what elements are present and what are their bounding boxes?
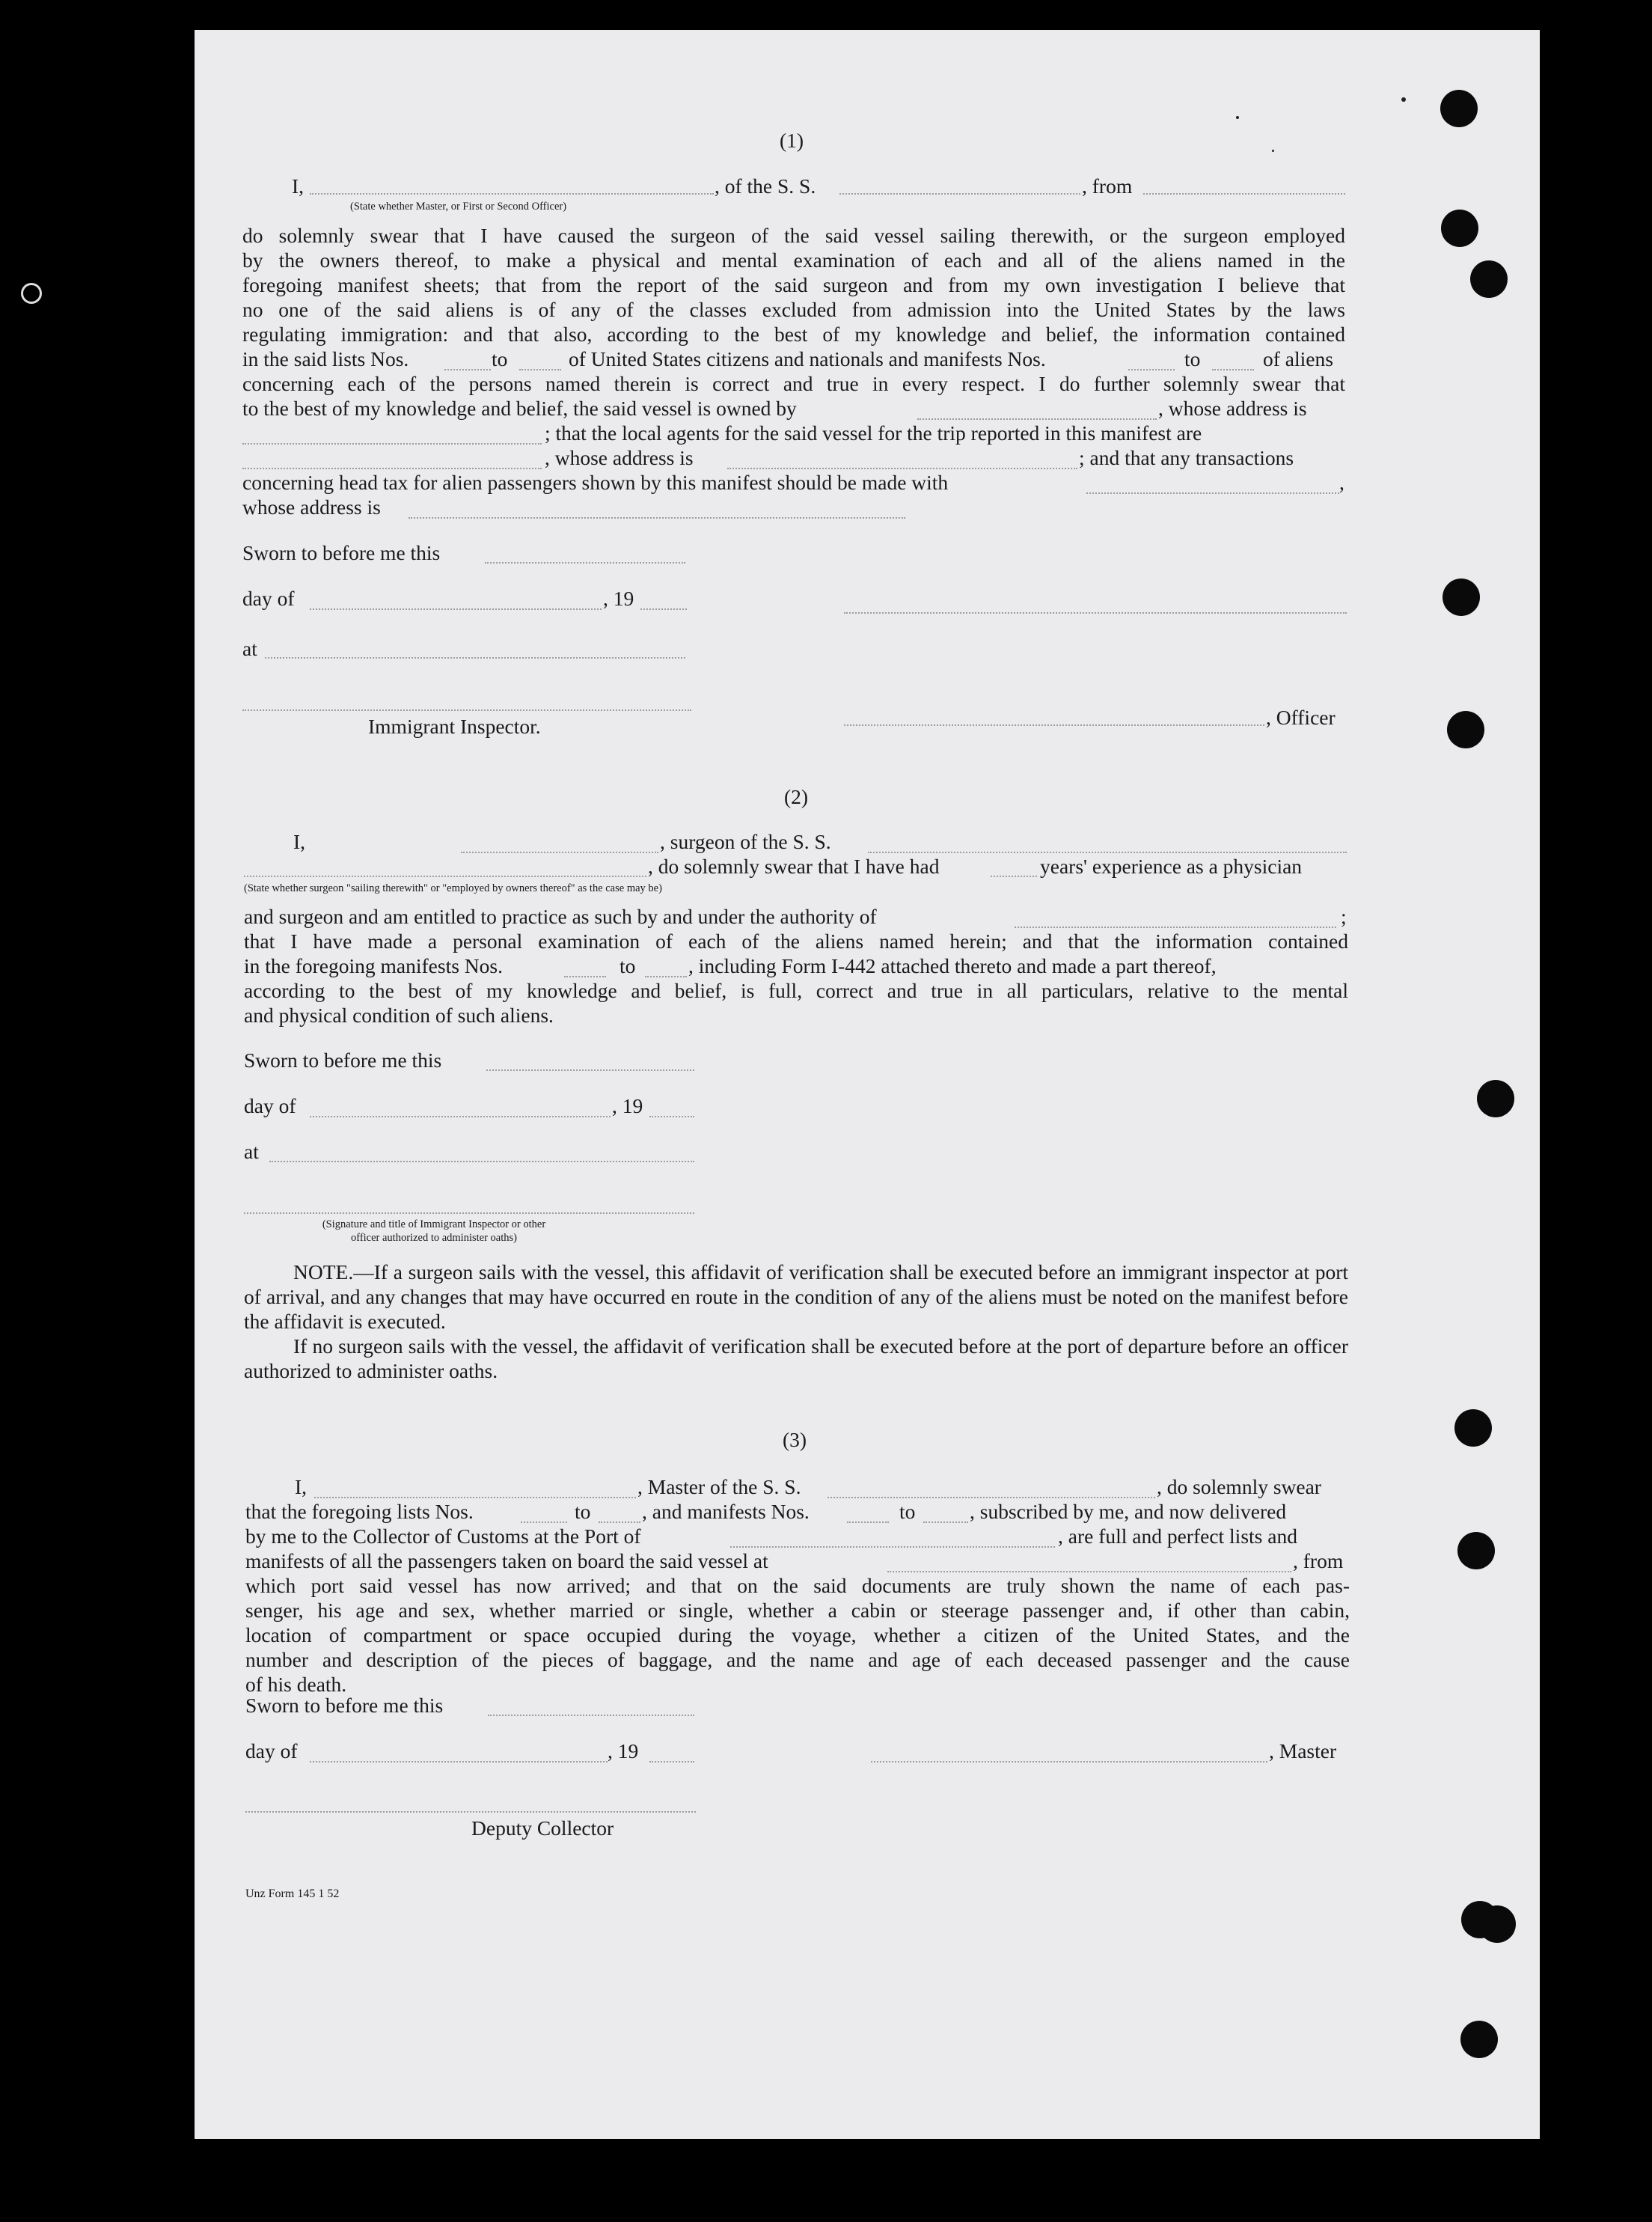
sworn-day-field[interactable]: [488, 1715, 694, 1716]
to-label: to: [1184, 347, 1201, 370]
section-1-line: concerning each of the persons named therein is correct and true in every respect. I do further solemnly swear that: [242, 372, 1345, 395]
binder-hole: [1447, 711, 1484, 748]
speck: [21, 283, 42, 304]
surgeon-ship-field[interactable]: [868, 852, 1347, 853]
ship-name-field[interactable]: [839, 193, 1080, 195]
manifests-from-field[interactable]: [564, 976, 606, 977]
section-1-line: by the owners thereof, to make a physical and mental examination of each and all of the aliens named in the: [242, 248, 1345, 272]
section-2-line: and physical condition of such aliens.: [244, 1004, 554, 1027]
year-field[interactable]: [649, 1116, 694, 1117]
binder-hole: [1441, 210, 1478, 247]
section-3-line: number and description of the pieces of baggage, and the name and age of each deceased passenger and the cause: [245, 1648, 1350, 1671]
day-of-label: day of: [244, 1094, 296, 1117]
manifests-to-field[interactable]: [1212, 369, 1254, 370]
month-field[interactable]: [310, 1116, 611, 1117]
from-label: , from: [1293, 1549, 1344, 1572]
experience-label: , do solemnly swear that I have had: [648, 855, 940, 878]
signature-line[interactable]: [244, 1212, 694, 1214]
officer-name-line[interactable]: [844, 724, 1264, 726]
speck: [1236, 116, 1239, 119]
declarant-label: I,: [295, 1475, 308, 1498]
year-label: , 19: [608, 1739, 639, 1762]
ship-name-field[interactable]: [827, 1497, 1155, 1498]
month-field[interactable]: [310, 1761, 608, 1762]
owner-address-field[interactable]: [242, 443, 542, 445]
binder-hole: [1477, 1080, 1514, 1117]
year-label: , 19: [612, 1094, 643, 1117]
from-port-field[interactable]: [1143, 193, 1345, 195]
agents-address-label: , whose address is: [545, 446, 694, 469]
binder-hole: [1460, 2021, 1498, 2058]
section-1-line: foregoing manifest sheets; that from the report of the said surgeon and from my own investigation I believe that: [242, 273, 1345, 296]
manifests-from-field[interactable]: [847, 1521, 889, 1523]
surgeon-status-note: (State whether surgeon "sailing therewith" or "employed by owners thereof" as the case may be): [244, 882, 662, 894]
manifests-label: , and manifests Nos.: [642, 1500, 810, 1523]
master-label: , Master: [1269, 1739, 1337, 1762]
subscribed-label: , subscribed by me, and now delivered: [970, 1500, 1287, 1523]
master-name-field[interactable]: [314, 1497, 636, 1498]
declarant-label: I,: [293, 830, 306, 853]
whose-address-label: whose address is: [242, 495, 381, 519]
binder-hole: [1478, 1905, 1516, 1943]
section-3-line: senger, his age and sex, whether married or single, whether a cabin or steerage passenger and, if other than cabin,: [245, 1599, 1350, 1622]
section-1-line: do solemnly swear that I have caused the surgeon of the said vessel sailing therewith, or the surgeon employed: [242, 224, 1345, 247]
manifests-to-field[interactable]: [923, 1521, 968, 1523]
surgeon-name-field[interactable]: [461, 852, 658, 853]
of-aliens-label: of aliens: [1263, 347, 1333, 370]
note-paragraph: If no surgeon sails with the vessel, the affidavit of verification shall be executed before at the port of departure before an officer authorized to administer oaths.: [244, 1334, 1348, 1382]
place-field[interactable]: [265, 657, 685, 659]
port-field[interactable]: [730, 1546, 1055, 1548]
section-1-line: regulating immigration: and that also, according to the best of my knowledge and belief, the information contained: [242, 323, 1345, 346]
form-i442-label: , including Form I-442 attached thereto and made a part thereof,: [688, 954, 1217, 977]
ship-label: , of the S. S.: [715, 174, 816, 198]
sworn-day-field[interactable]: [486, 1069, 694, 1071]
swear-label: , do solemnly swear: [1157, 1475, 1321, 1498]
section-3-line: location of compartment or space occupied during the voyage, whether a citizen of the United States, and the: [245, 1623, 1350, 1646]
to-label: to: [575, 1500, 591, 1523]
to-label: to: [899, 1500, 916, 1523]
speck: [1272, 150, 1274, 152]
binder-hole: [1443, 579, 1480, 616]
surgeon-ship-label: , surgeon of the S. S.: [660, 830, 831, 853]
signature-note: (Signature and title of Immigrant Inspector or other: [322, 1218, 546, 1230]
owner-field[interactable]: [917, 418, 1157, 420]
agents-field[interactable]: [242, 468, 542, 469]
transactions-label: ; and that any transactions: [1079, 446, 1294, 469]
surgeon-status-field[interactable]: [244, 876, 646, 877]
year-field[interactable]: [649, 1761, 694, 1762]
head-tax-label: concerning head tax for alien passengers shown by this manifest should be made with: [242, 471, 949, 494]
manifests-label: of United States citizens and nationals and manifests Nos.: [569, 347, 1046, 370]
lists-to-field[interactable]: [519, 369, 561, 370]
name-field[interactable]: [310, 193, 714, 195]
master-ship-label: , Master of the S. S.: [637, 1475, 801, 1498]
inspector-label: Immigrant Inspector.: [368, 715, 541, 738]
full-lists-label: , are full and perfect lists and: [1058, 1524, 1297, 1548]
to-label: to: [620, 954, 636, 977]
collector-label: by me to the Collector of Customs at the Port of: [245, 1524, 641, 1548]
head-tax-contact-field[interactable]: [1086, 492, 1339, 494]
physician-label: years' experience as a physician: [1040, 855, 1303, 878]
manifests-from-field[interactable]: [1128, 369, 1175, 370]
lists-label: that the foregoing lists Nos.: [245, 1500, 474, 1523]
manifests-to-field[interactable]: [645, 976, 687, 977]
lists-to-field[interactable]: [599, 1521, 640, 1523]
deputy-signature-line[interactable]: [245, 1811, 696, 1813]
address-label: , whose address is: [1158, 397, 1307, 420]
section-3-line: of his death.: [245, 1673, 347, 1696]
sworn-label: Sworn to before me this: [245, 1694, 444, 1717]
section-1-heading: (1): [780, 129, 804, 152]
declarant-label: I,: [292, 174, 305, 198]
place-field[interactable]: [269, 1161, 694, 1162]
authority-field[interactable]: [1015, 927, 1336, 928]
lists-from-field[interactable]: [444, 369, 491, 370]
section-1-line: no one of the said aliens is of any of the classes excluded from admission into the United States by the laws: [242, 298, 1345, 321]
at-label: at: [242, 637, 257, 660]
officer-signature-line[interactable]: [844, 612, 1347, 614]
embark-port-field[interactable]: [887, 1571, 1291, 1572]
master-signature-line[interactable]: [871, 1761, 1267, 1762]
day-of-label: day of: [242, 587, 295, 610]
signature-note: officer authorized to administer oaths): [351, 1232, 517, 1244]
note-paragraph: NOTE.—If a surgeon sails with the vessel, this affidavit of verification shall be executed before an immigrant inspector at port of arrival, and any changes that may have occurred en route in the condition of any of the aliens must be noted on the manifest before the affidavit is executed.: [244, 1260, 1348, 1333]
owned-by-label: to the best of my knowledge and belief, the said vessel is owned by: [242, 397, 797, 420]
sworn-day-field[interactable]: [485, 562, 685, 564]
contact-address-field[interactable]: [409, 517, 905, 519]
sworn-label: Sworn to before me this: [242, 541, 441, 564]
master-note: (State whether Master, or First or Second Officer): [350, 201, 567, 213]
sworn-label: Sworn to before me this: [244, 1049, 442, 1072]
day-of-label: day of: [245, 1739, 298, 1762]
authority-label: and surgeon and am entitled to practice as such by and under the authority of: [244, 905, 877, 928]
section-2-line: according to the best of my knowledge and belief, is full, correct and true in all particulars, relative to the mental: [244, 979, 1348, 1002]
local-agents-label: ; that the local agents for the said vessel for the trip reported in this manifest are: [545, 421, 1202, 445]
comma: ,: [1339, 471, 1344, 494]
section-2-line: that I have made a personal examination of each of the aliens named herein; and that the information contained: [244, 930, 1348, 953]
section-3-line: which port said vessel has now arrived; and that on the said documents are truly shown the name of each pas-: [245, 1574, 1350, 1597]
to-label: to: [492, 347, 508, 370]
deputy-collector-label: Deputy Collector: [471, 1816, 614, 1840]
binder-hole: [1454, 1409, 1492, 1447]
officer-label: , Officer: [1266, 706, 1336, 729]
binder-hole: [1457, 1532, 1495, 1569]
section-2-heading: (2): [784, 785, 809, 808]
years-field[interactable]: [991, 876, 1037, 877]
month-field[interactable]: [310, 608, 602, 610]
binder-hole: [1470, 260, 1508, 298]
speck: [1401, 97, 1406, 102]
manifests-label: in the foregoing manifests Nos.: [244, 954, 503, 977]
at-label: at: [244, 1140, 259, 1163]
inspector-signature-line[interactable]: [242, 709, 691, 711]
lists-label: in the said lists Nos.: [242, 347, 409, 370]
form-id: Unz Form 145 1 52: [245, 1887, 340, 1900]
taken-on-board-label: manifests of all the passengers taken on board the said vessel at: [245, 1549, 768, 1572]
year-label: , 19: [603, 587, 634, 610]
year-field[interactable]: [640, 608, 687, 610]
agents-address-field[interactable]: [727, 468, 1077, 469]
from-label: , from: [1082, 174, 1133, 198]
lists-from-field[interactable]: [521, 1521, 567, 1523]
section-3-heading: (3): [783, 1428, 807, 1451]
binder-hole: [1440, 90, 1478, 127]
semicolon: ;: [1341, 905, 1347, 928]
